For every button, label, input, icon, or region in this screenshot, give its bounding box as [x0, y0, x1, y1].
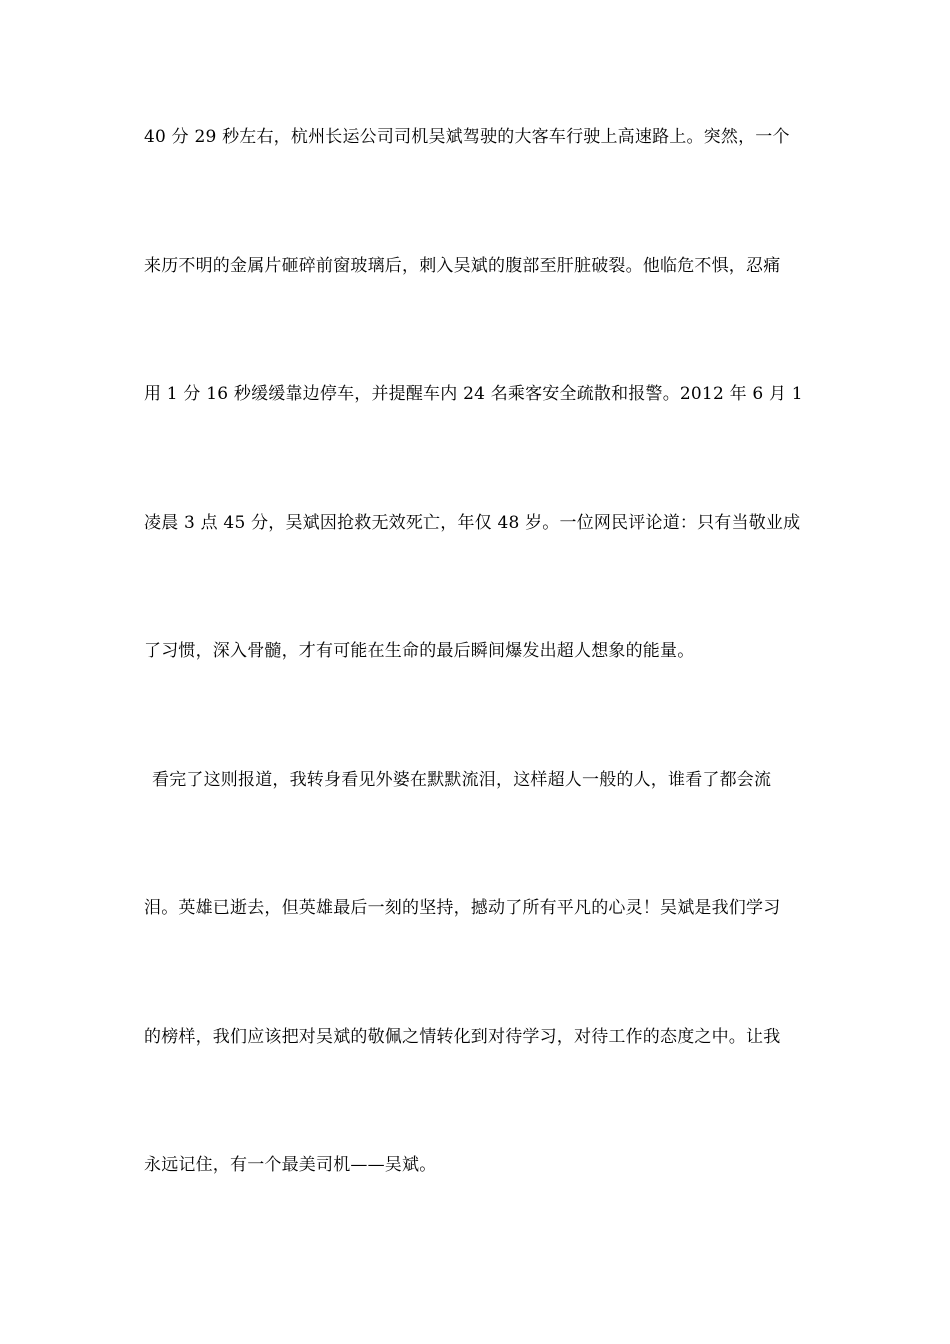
- body-text: [144, 119, 864, 1276]
- text-line: 用 1 分 16 秒缓缓靠边停车，并提醒车内 24 名乘客安全疏散和报警。2012 年 6 月 1: [144, 384, 803, 404]
- text-line: 永远记住，有一个最美司机——吴斌。: [144, 1155, 437, 1175]
- text-line: 40 分 29 秒左右，杭州长运公司司机吴斌驾驶的大客车行驶上高速路上。突然，一个: [144, 127, 790, 147]
- text-line: 看完了这则报道，我转身看见外婆在默默流泪，这样超人一般的人，谁看了都会流: [152, 769, 772, 790]
- text-line: 泪。英雄已逝去，但英雄最后一刻的坚持，撼动了所有平凡的心灵！吴斌是我们学习: [144, 898, 781, 918]
- text-line: 凌晨 3 点 45 分，吴斌因抢救无效死亡，年仅 48 岁。一位网民评论道：只有当敬业成: [144, 512, 801, 533]
- text-line: 了习惯，深入骨髓，才有可能在生命的最后瞬间爆发出超人想象的能量。: [144, 641, 695, 661]
- text-line: 的榜样，我们应该把对吴斌的敬佩之情转化到对待学习，对待工作的态度之中。让我: [144, 1026, 781, 1047]
- text-line: 来历不明的金属片砸碎前窗玻璃后，刺入吴斌的腹部至肝脏破裂。他临危不惧，忍痛: [144, 255, 781, 276]
